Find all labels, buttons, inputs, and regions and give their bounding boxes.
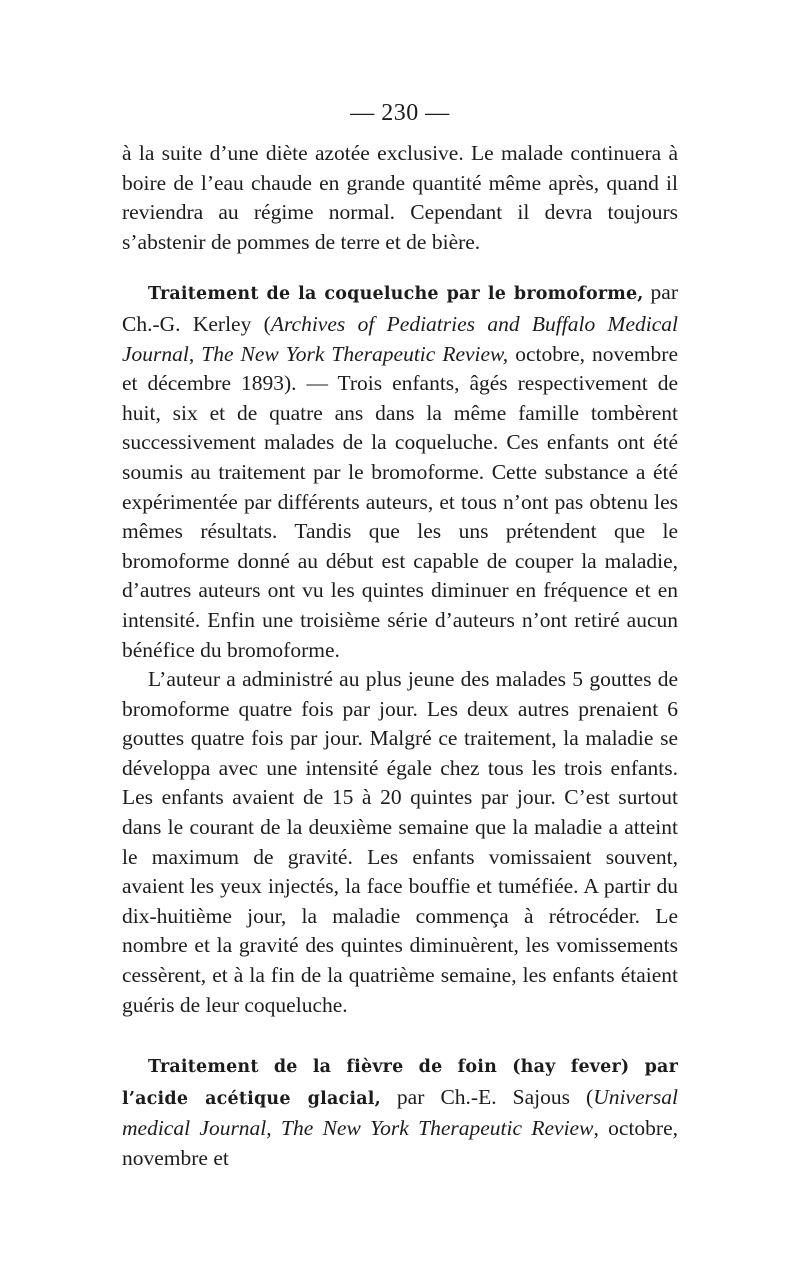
source-journal-universal: Universal medical Journal — [122, 1084, 678, 1141]
section-heading-hay-fever: Traitement de la fièvre de foin (hay fever) par l’acide acétique glacial, — [122, 1057, 678, 1109]
source-journal-new-york-review: The New York Therapeutic Review, — [201, 341, 509, 366]
section-coqueluche-paragraph-2: L’auteur a administré au plus jeune des malades 5 gouttes de bromoforme quatre fois par jour. Les deux autres prenaient 6 gouttes quatre fois par jour. Malgré ce traitement, la maladie se développa avec une intensité égale chez tous les trois enfants. Les enfants avaient de 15 à 20 quintes par jour. C’est surtout dans le courant de la deuxième semaine que la maladie a atteint le maximum de gravité. Les enfants vomissaient souvent, avaient les yeux injectés, la face bouffie et tuméfiée. A partir du dix-huitième jour, la maladie commença à rétrocéder. Le nombre et la gravité des quintes diminuèrent, les vomissements cessèrent, et à la fin de la quatrième semaine, les enfants étaient guéris de leur coqueluche. — [122, 667, 678, 1017]
source-journal-new-york-review-2: The New York Therapeutic Review — [281, 1116, 594, 1141]
paragraph-continuation: à la suite d’une diète azotée exclusive. Le malade continuera à boire de l’eau chaude en grande quantité même après, quand il reviendra au régime normal. Cependant il devra toujours s’abstenir de pommes de terre et de bière. — [122, 141, 678, 254]
source-journal-archives: Archives of Pediatries and Buffalo Medical Journal — [122, 311, 678, 366]
section-coqueluche-intro-before: par Ch.-G. Kerley ( — [122, 280, 679, 336]
section-heading-coqueluche: Traitement de la coqueluche par le bromoforme, — [148, 284, 644, 305]
section-coqueluche-body: octobre, novembre et décembre 1893). — Trois enfants, âgés respectivement de huit, six et de quatre ans dans la même famille tombèrent successivement malades de la coqueluche. Ces enfants ont été soumis au traitement par le bromoforme. Cette substance a été expérimentée par différents auteurs, et tous n’ont pas obtenu les mêmes résultats. Tandis que les uns prétendent que le bromoforme donné au début est capable de couper la maladie, d’autres auteurs ont vu les quintes diminuer en fréquence et en intensité. Enfin une troisième série d’auteurs n’ont retiré aucun bénéfice du bromoforme. — [122, 341, 679, 662]
section-coqueluche-paragraph — [122, 278, 678, 665]
source-separator: , — [188, 341, 202, 366]
text-body — [122, 139, 678, 1174]
page-number: — 230 — — [350, 100, 450, 126]
section-hay-fever-intro-before: par Ch.-E. Sajous ( — [380, 1084, 594, 1109]
source-separator-2: , — [266, 1116, 281, 1141]
section-hay-fever-body: , octobre, novembre et — [122, 1116, 679, 1170]
section-hay-fever-paragraph — [122, 1051, 678, 1173]
